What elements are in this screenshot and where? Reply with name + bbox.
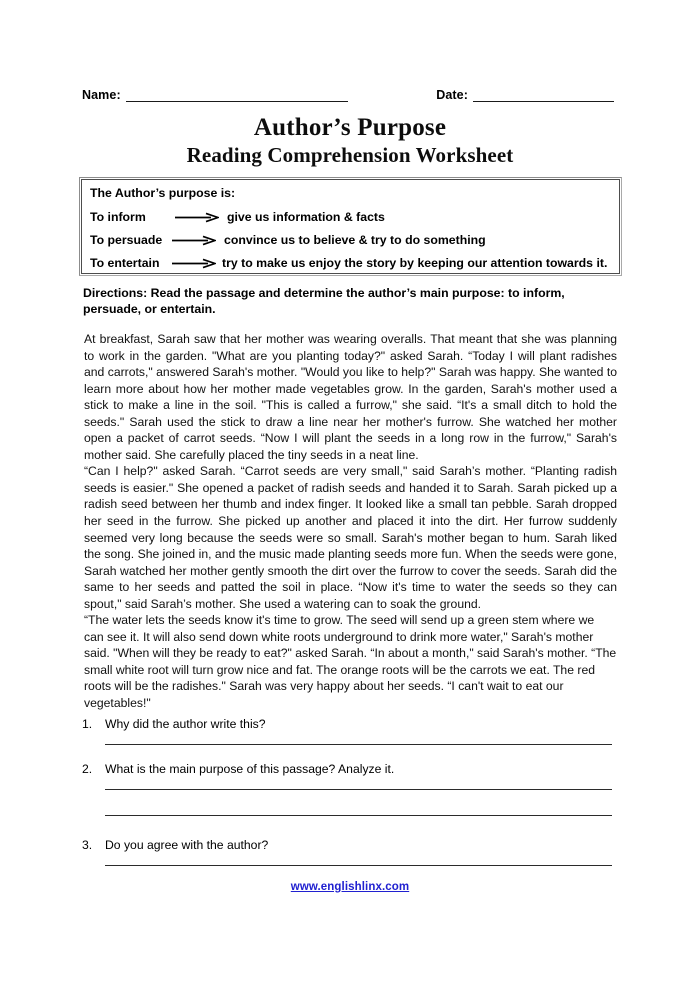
- question-text: What is the main purpose of this passage? Analyze it.: [105, 762, 395, 776]
- reading-passage: [84, 331, 617, 712]
- page-subtitle: Reading Comprehension Worksheet: [186, 143, 514, 167]
- right-arrow-icon: [172, 258, 216, 269]
- question-3: [82, 837, 268, 853]
- question-text: Why did the author write this?: [105, 717, 266, 731]
- answer-line[interactable]: [105, 865, 612, 866]
- passage-paragraph: At breakfast, Sarah saw that her mother was wearing overalls. That meant that she was planning to work in the garden. "What are you planting today?" asked Sarah. “Today I will plant radishes and carrots," answered Sarah's mother. "Would you like to help?" Sarah was happy. She wanted to learn more about how her mother made vegetables grow. In the garden, Sarah's mother used a stick to make a line in the soil. "This is called a furrow," she said. “It's a small ditch to hold the seeds." Sarah used the stick to draw a line near her mother's furrow. She watched her mother open a packet of carrot seeds. “Now I will plant the seeds in a long row in the furrow," Sarah's mother said. She carefully placed the tiny seeds in a neat line.: [84, 332, 617, 462]
- right-arrow-icon: [172, 235, 216, 246]
- purpose-box-heading: The Author’s purpose is:: [90, 186, 236, 200]
- right-arrow-icon: [175, 212, 219, 223]
- name-date-row: [82, 82, 614, 102]
- question-2: [82, 761, 394, 777]
- authors-purpose-box: [79, 177, 622, 276]
- passage-paragraph: “Can I help?" asked Sarah. “Carrot seeds are very small," said Sarah’s mother. “Planting radish seeds is easier." She opened a packet of radish seeds and handed it to Sarah. Sarah picked up a radish seed between her thumb and index finger. It looked like a small tan pebble. Sarah dropped her seed in the furrow. She picked up another and placed it into the dirt. Her furrow suddenly seemed very long because the seeds were so small. Sarah's mother began to hum. Sarah liked the song. She joined in, and the music made planting seeds more fun. When the seeds were gone, Sarah watched her mother gently smooth the dirt over the furrow to cover the seeds. Sarah did the same to her seeds and patted the soil in place. “Now it's time to water the seeds so they can spout," said Sarah’s mother. She used a watering can to soak the ground.: [84, 464, 617, 611]
- directions-text: Directions: Read the passage and determine the author’s main purpose: to inform, persuade, or entertain.: [83, 286, 565, 316]
- question-number: 1.: [82, 717, 93, 731]
- purpose-term: To entertain: [90, 256, 160, 270]
- question-text: Do you agree with the author?: [105, 838, 269, 852]
- site-link[interactable]: www.englishlinx.com: [290, 881, 410, 893]
- date-label: Date:: [436, 88, 468, 102]
- answer-line[interactable]: [105, 815, 612, 816]
- answer-line[interactable]: [105, 789, 612, 790]
- purpose-row-entertain: [90, 255, 607, 271]
- passage-paragraph: “The water lets the seeds know it's time to grow. The seed will send up a green stem where we can see it. It will also send down white roots underground to drink more water," Sarah's mother said. "When will they be ready to eat?" asked Sarah. “In about a month," said Sarah's mother. “The small white root will turn grow nice and fat. The orange roots will be the carrots we eat. The red roots will be the radishes." Sarah was very happy about her seeds. “I can't wait to eat our vegetables!": [84, 613, 617, 711]
- question-number: 2.: [82, 762, 93, 776]
- question-1: [82, 716, 266, 732]
- purpose-definition: convince us to believe & try to do something: [224, 233, 486, 247]
- purpose-definition: try to make us enjoy the story by keeping our attention towards it.: [222, 256, 608, 270]
- purpose-term: To inform: [90, 210, 146, 224]
- purpose-definition: give us information & facts: [227, 210, 385, 224]
- page-title: Author’s Purpose: [253, 114, 447, 141]
- question-number: 3.: [82, 838, 93, 852]
- name-label: Name:: [82, 88, 121, 102]
- name-input-rule[interactable]: [126, 88, 348, 102]
- date-input-rule[interactable]: [473, 88, 614, 102]
- purpose-row-persuade: [90, 232, 486, 248]
- answer-line[interactable]: [105, 744, 612, 745]
- purpose-row-inform: [90, 209, 385, 225]
- purpose-term: To persuade: [90, 233, 163, 247]
- footer: [0, 877, 700, 895]
